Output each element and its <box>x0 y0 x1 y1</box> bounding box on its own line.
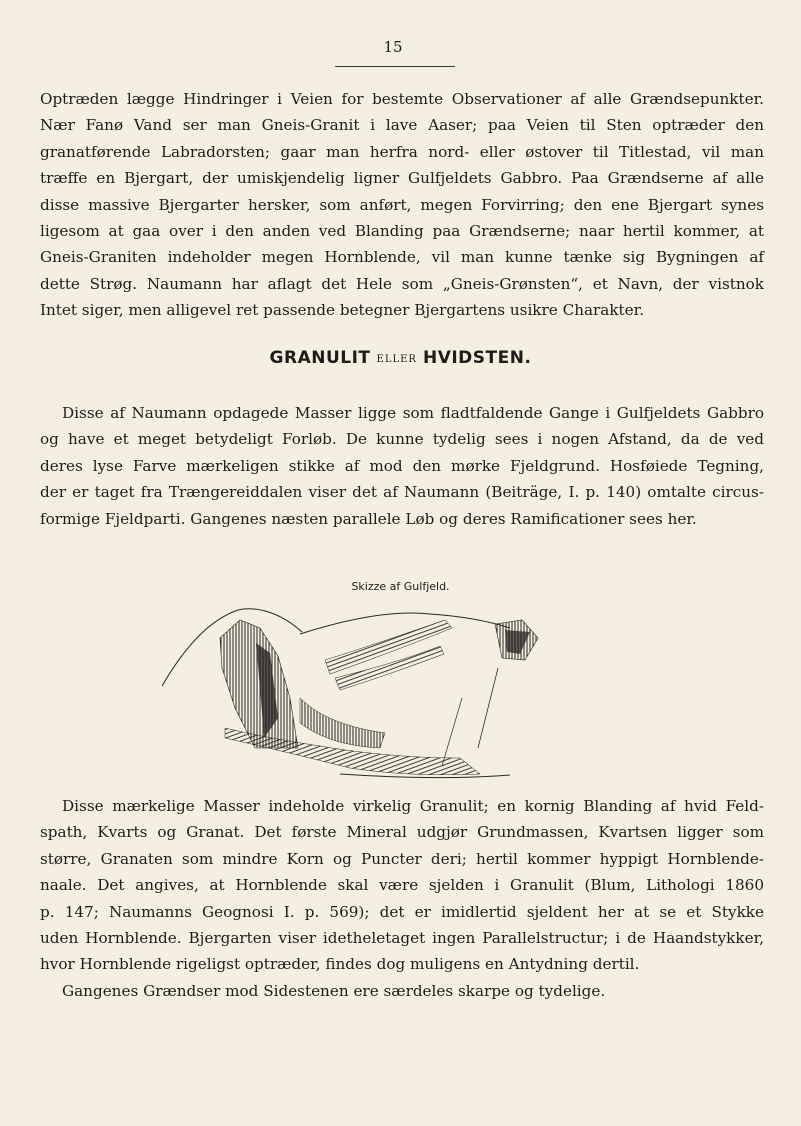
paragraph-3 <box>40 793 764 1004</box>
text-line: p. 147; Naumanns Geognosi I. p. 569); det er imidlertid sjeldent her at se et Stykke <box>40 902 764 921</box>
right-ridge-outline <box>300 613 510 634</box>
right-fault-line <box>478 668 498 748</box>
text-line: og have et meget betydeligt Forløb. De kunne tydelig sees i nogen Afstand, da de ved <box>40 430 764 449</box>
text-line: disse massive Bjergarter hersker, som anført, megen Forvirring; den ene Bjergart synes <box>40 195 764 214</box>
page-number-rule <box>335 66 455 67</box>
right-fault-line-2 <box>442 698 462 766</box>
text-line: dette Strøg. Naumann har aflagt det Hele som „Gneis-Grønsten“, et Navn, der vistnok <box>40 274 764 293</box>
text-line: Disse mærkelige Masser indeholde virkelig Granulit; en kornig Blanding af hvid Feld- <box>62 797 764 815</box>
page-number: 15 <box>383 38 403 56</box>
text-line: formige Fjeldparti. Gangenes næsten parallele Løb og deres Ramificationer sees her. <box>40 509 697 528</box>
heading-right: HVIDSTEN. <box>422 348 532 368</box>
section-heading <box>0 348 801 368</box>
text-line: spath, Kvarts og Granat. Det første Mineral udgjør Grundmassen, Kvartsen ligger som <box>40 823 764 842</box>
heading-left: GRANULIT <box>269 348 371 368</box>
text-line: større, Granaten som mindre Korn og Puncter deri; hertil kommer hyppigt Hornblende- <box>40 849 764 868</box>
text-line: Gneis-Graniten indeholder megen Hornblende, vil man kunne tænke sig Bygningen af <box>40 248 764 267</box>
left-cliff <box>220 620 298 748</box>
text-line: træffe en Bjergart, der umiskjendelig ligner Gulfjeldets Gabbro. Paa Grændserne af alle <box>40 169 764 188</box>
text-line: der er taget fra Trængereiddalen viser det af Naumann (Beiträge, I. p. 140) omtalte circus- <box>40 483 764 502</box>
text-line: uden Hornblende. Bjergarten viser idetheletaget ingen Parallelstructur; i de Haandstykker, <box>40 929 764 948</box>
text-line: Nær Fanø Vand ser man Gneis-Granit i lave Aaser; paa Veien til Sten optræder den <box>40 116 764 135</box>
paragraph-1 <box>40 86 764 324</box>
heading-middle: ELLER <box>376 354 417 365</box>
text-line: ligesom at gaa over i den anden ved Blanding paa Grændserne; naar hertil kommer, at <box>40 222 764 241</box>
text-line: granatførende Labradorsten; gaar man herfra nord- eller østover til Titlestad, vil man <box>40 142 764 161</box>
central-slope <box>300 698 385 748</box>
paragraph-2 <box>40 400 764 532</box>
text-line: naale. Det angives, at Hornblende skal være sjelden i Granulit (Blum, Lithologi 1860 <box>40 876 764 895</box>
gulfjeld-sketch <box>160 598 560 780</box>
figure-caption: Skizze af Gulfjeld. <box>351 580 450 593</box>
text-line: hvor Hornblende rigeligst optræder, findes dog muligens en Antydning dertil. <box>40 955 640 974</box>
text-line: deres lyse Farve mærkeligen stikke af mod den mørke Fjeldgrund. Hosføiede Tegning, <box>40 456 764 475</box>
text-line: Disse af Naumann opdagede Masser ligge som fladtfaldende Gange i Gulfjeldets Gabbro <box>62 404 764 422</box>
text-line: Optræden lægge Hindringer i Veien for bestemte Observationer af alle Grændsepunkter. <box>40 90 764 108</box>
text-line: Intet siger, men alligevel ret passende betegner Bjergartens usikre Charakter. <box>40 301 645 320</box>
text-line: Gangenes Grændser mod Sidestenen ere særdeles skarpe og tydelige. <box>62 981 606 1000</box>
